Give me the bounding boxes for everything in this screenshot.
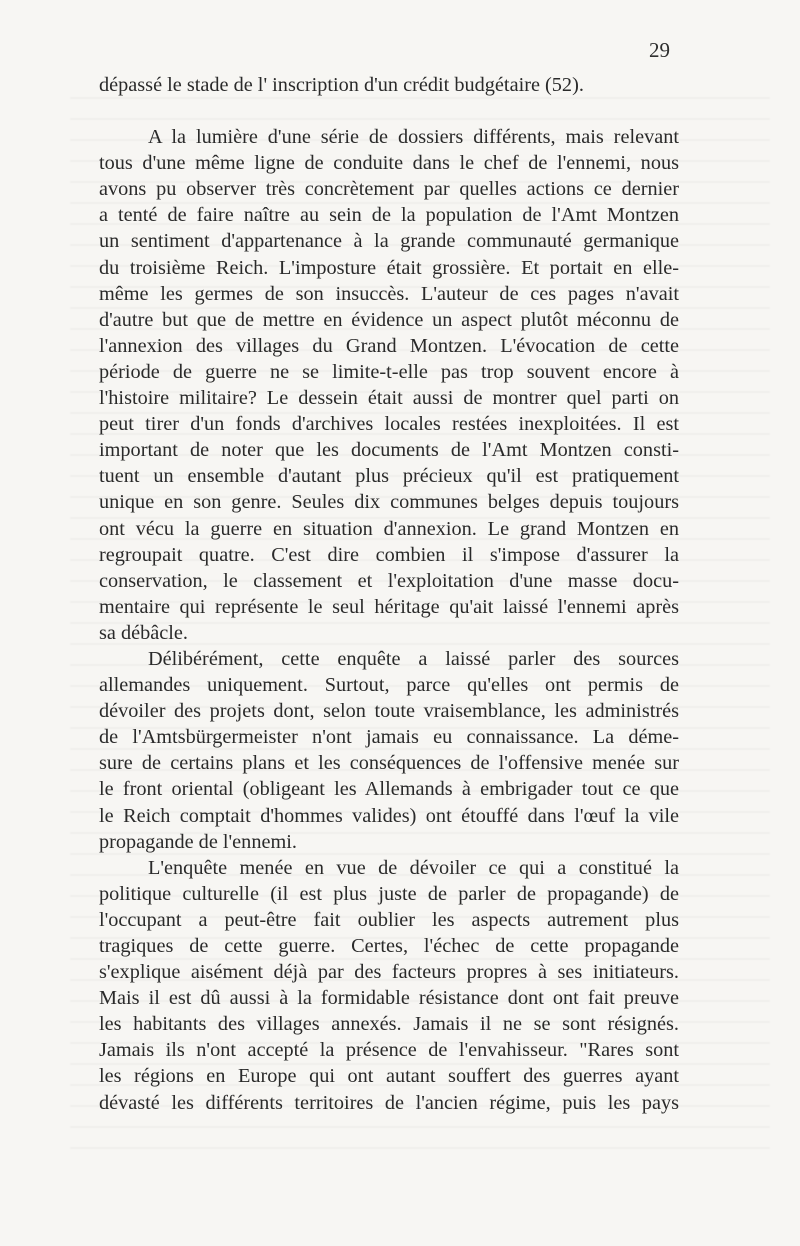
text-line: l'occupant a peut-être fait oublier les aspects autrement plus	[99, 908, 679, 931]
body-text	[99, 72, 679, 1116]
text-line: sa débâcle.	[99, 621, 188, 644]
text-line: propagande de l'ennemi.	[99, 830, 297, 853]
text-line: tous d'une même ligne de conduite dans le chef de l'ennemi, nous	[99, 152, 679, 175]
text-line: politique culturelle (il est plus juste de parler de propagande) de	[99, 882, 679, 905]
text-line: période de guerre ne se limite-t-elle pas trop souvent encore à	[99, 360, 679, 383]
paragraph-1	[99, 72, 679, 98]
text-line: dépassé le stade de l' inscription d'un crédit budgétaire (52).	[99, 74, 584, 96]
text-line: dévoiler des projets dont, selon toute vraisemblance, les administrés	[99, 700, 679, 723]
text-line: unique en son genre. Seules dix communes belges depuis toujours	[99, 491, 679, 514]
text-line: mentaire qui représente le seul héritage qu'ait laissé l'ennemi après	[99, 595, 679, 618]
text-line: ont vécu la guerre en situation d'annexion. Le grand Montzen en	[99, 517, 679, 540]
text-line: conservation, le classement et l'exploitation d'une masse docu-	[99, 569, 679, 592]
text-line: Jamais ils n'ont accepté la présence de l'envahisseur. "Rares sont	[99, 1039, 679, 1062]
text-line: d'autre but que de mettre en évidence un aspect plutôt méconnu de	[99, 308, 679, 331]
text-line: le Reich comptait d'hommes valides) ont étouffé dans l'œuf la vile	[99, 804, 679, 827]
text-line: s'explique aisément déjà par des facteurs propres à ses initiateurs.	[99, 961, 679, 984]
paragraph-3	[99, 646, 679, 855]
text-line: L'enquête menée en vue de dévoiler ce qui a constitué la	[148, 856, 679, 879]
text-line: peut tirer d'un fonds d'archives locales restées inexploitées. Il est	[99, 413, 679, 436]
text-line: les régions en Europe qui ont autant souffert des guerres ayant	[99, 1065, 679, 1088]
text-line: dévasté les différents territoires de l'ancien régime, puis les pays	[99, 1091, 679, 1114]
text-line: regroupait quatre. C'est dire combien il s'impose d'assurer la	[99, 543, 679, 566]
paragraph-2	[99, 124, 679, 646]
text-line: important de noter que les documents de l'Amt Montzen consti-	[99, 439, 679, 462]
text-line: de l'Amtsbürgermeister n'ont jamais eu connaissance. La déme-	[99, 726, 679, 749]
text-line: l'histoire militaire? Le dessein était aussi de montrer quel parti on	[99, 387, 679, 410]
text-line: tuent un ensemble d'autant plus précieux qu'il est pratiquement	[99, 465, 679, 488]
text-line: sure de certains plans et les conséquences de l'offensive menée sur	[99, 752, 679, 775]
text-line: Mais il est dû aussi à la formidable résistance dont ont fait preuve	[99, 987, 679, 1010]
paragraph-gap	[99, 98, 679, 124]
text-line: a tenté de faire naître au sein de la population de l'Amt Montzen	[99, 204, 679, 227]
page-number: 29	[649, 38, 670, 62]
text-line: Délibérément, cette enquête a laissé parler des sources	[148, 647, 679, 670]
text-line: le front oriental (obligeant les Allemands à embrigader tout ce que	[99, 778, 679, 801]
text-line: tragiques de cette guerre. Certes, l'échec de cette propagande	[99, 935, 679, 957]
text-line: avons pu observer très concrètement par quelles actions ce dernier	[99, 178, 679, 201]
text-line: A la lumière d'une série de dossiers différents, mais relevant	[148, 126, 679, 149]
text-line: les habitants des villages annexés. Jamais il ne se sont résignés.	[99, 1013, 679, 1036]
text-line: l'annexion des villages du Grand Montzen. L'évocation de cette	[99, 334, 679, 357]
text-line: même les germes de son insuccès. L'auteur de ces pages n'avait	[99, 282, 679, 305]
paragraph-4	[99, 855, 679, 1116]
text-line: un sentiment d'appartenance à la grande communauté germanique	[99, 230, 679, 253]
text-line: allemandes uniquement. Surtout, parce qu'elles ont permis de	[99, 674, 679, 697]
text-line: du troisième Reich. L'imposture était grossière. Et portait en elle-	[99, 256, 679, 279]
